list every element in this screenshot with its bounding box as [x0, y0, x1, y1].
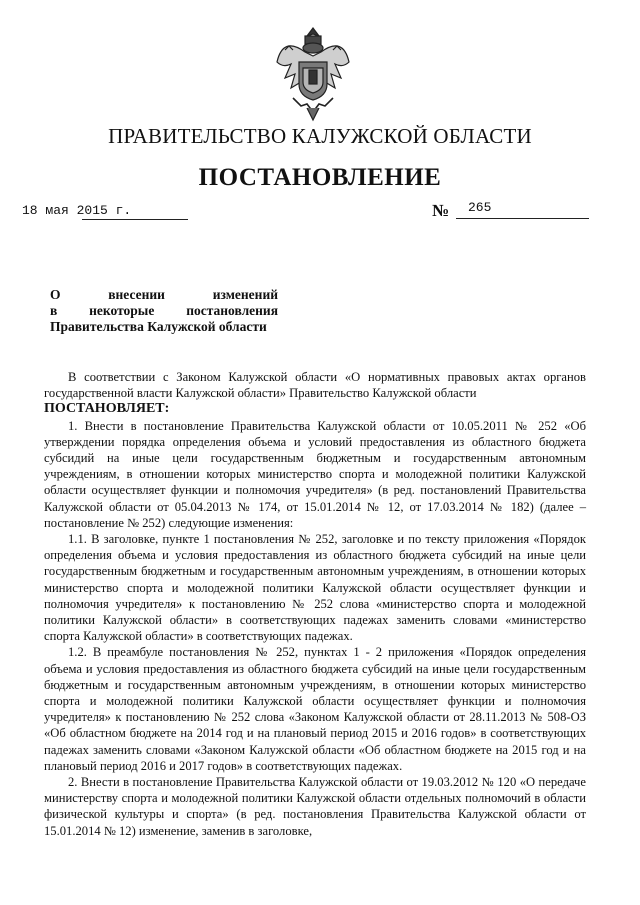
- document-subject: [50, 287, 278, 335]
- date-underline: [82, 219, 188, 220]
- subject-line-1: О внесении изменений: [50, 287, 278, 302]
- number-underline: [456, 218, 589, 219]
- paragraph-1: 1. Внести в постановление Правительства Калужской области от 10.05.2011 № 252 «Об утверждении порядка определения объема и условий предоставления из областного бюджета субсидий на иные цели государственным бюджетным и государственным автономным учреждениям, в отношении которых министерство спорта и молодежной политики Калужской области осуществляет функции и полномочия учредителя» (в ред. постановлений Правительства Калужской области от 05.04.2013 № 174, от 15.01.2014 № 12, от 17.03.2014 № 182) (далее – постановление № 252) следующие изменения:: [44, 418, 586, 530]
- document-number: 265: [468, 200, 492, 215]
- intro-paragraph: В соответствии с Законом Калужской области «О нормативных правовых актах органов государственной власти Калужской области» Правительство Калужской области: [44, 370, 586, 401]
- coat-of-arms-emblem: [263, 22, 363, 126]
- subject-line-3: Правительства Калужской области: [50, 319, 267, 334]
- paragraph-1-1: 1.1. В заголовке, пункте 1 постановления № 252, заголовке и по тексту приложения «Порядок определения объема и условия предоставления из областного бюджета субсидий на иные цели государственным бюджетным и государственным автономным учреждениям, в отношении которых министерство спорта и молодежной политики Калужской области осуществляет функции и полномочия учредителя» к постановлению № 252 слова «министерство спорта и молодежной политики Калужской области» в соответствующих падежах заменить словами «министерство спорта Калужской области» в соответствующих падежах.: [44, 532, 586, 644]
- government-heading: ПРАВИТЕЛЬСТВО КАЛУЖСКОЙ ОБЛАСТИ: [108, 124, 532, 148]
- subject-line-2: в некоторые постановления: [50, 303, 278, 318]
- paragraph-2: 2. Внести в постановление Правительства Калужской области от 19.03.2012 № 120 «О передаче министерству спорта и молодежной политики Калужской области отдельных полномочий в области физической культуры и спорта» (в ред. постановления Правительства Калужской области от 15.01.2014 № 12) изменение, заменив в заголовке,: [44, 775, 586, 838]
- paragraph-1-2: 1.2. В преамбуле постановления № 252, пунктах 1 - 2 приложения «Порядок определения объема и условия предоставления из областного бюджета субсидий на иные цели государственным бюджетным и государственным автономным учреждениям, в отношении которых министерство спорта и молодежной политики Калужской области осуществляет функции и полномочия учредителя» к постановлению № 252 слова «Законом Калужской области от 28.11.2013 № 508-ОЗ «Об областном бюджете на 2014 год и на плановый период 2015 и 2016 годов» в соответствующих падежах заменить словами «Законом Калужской области «Об областном бюджете на 2015 год и на плановый период 2016 и 2017 годов» в соответствующих падежах.: [44, 645, 586, 773]
- resolves-heading: ПОСТАНОВЛЯЕТ:: [44, 401, 170, 417]
- document-type-title: ПОСТАНОВЛЕНИЕ: [198, 164, 442, 191]
- number-label: №: [432, 201, 450, 220]
- document-body: [44, 369, 586, 839]
- document-date: 18 мая 2015 г.: [22, 203, 132, 218]
